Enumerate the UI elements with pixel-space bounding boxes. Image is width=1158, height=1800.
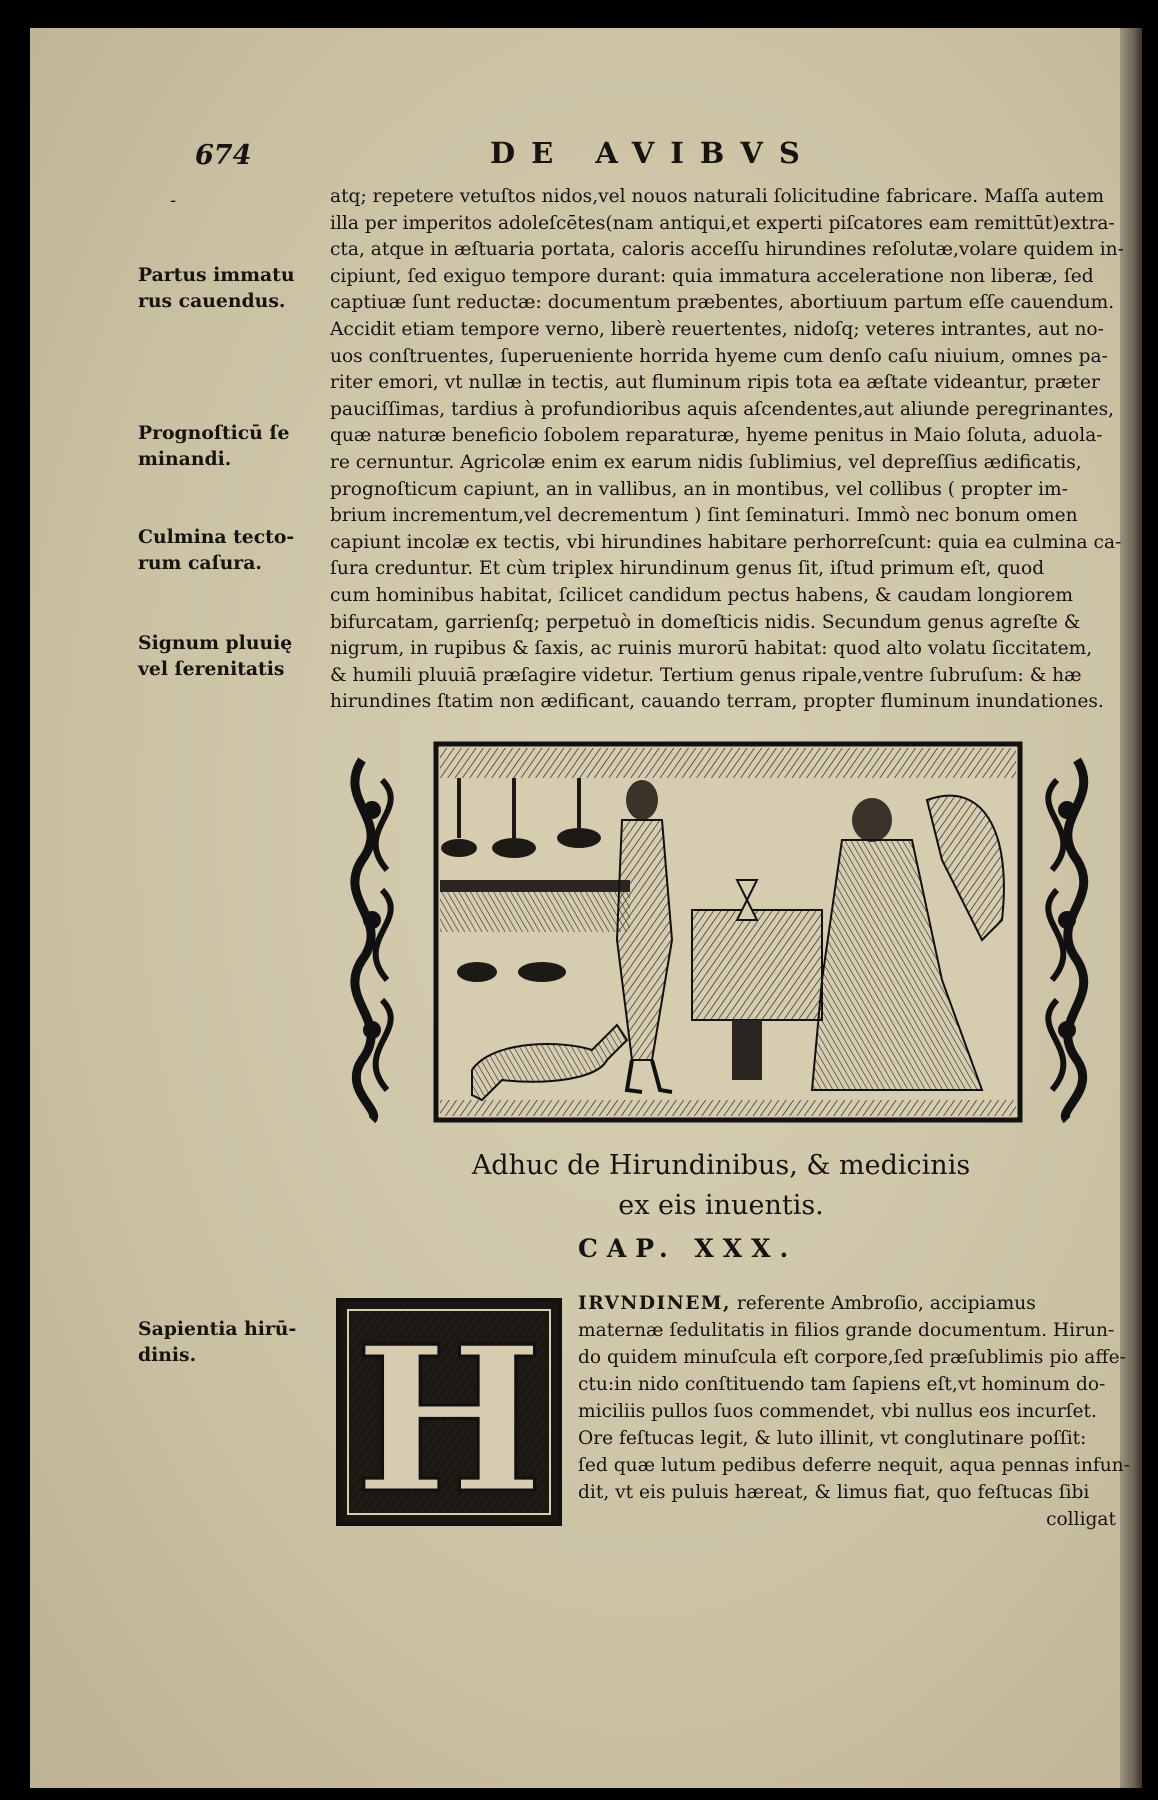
text-line: cta, atque in æſtuaria portata, caloris acceſſu hirundines reſolutæ,volare quidem in- (330, 239, 1124, 261)
margin-note-line: Sapientia hirū- (138, 1318, 297, 1340)
text-line: riter emori, vt nullæ in tectis, aut fluminum ripis tota ea æſtate videantur, præter (330, 372, 1100, 394)
woodcut-illustration (342, 740, 1112, 1128)
text-line: capiunt incolæ ex tectis, vbi hirundines habitare perhorreſcunt: quia ea culmina ca- (330, 531, 1122, 553)
text-fragment: referente Ambroſio, accipiamus (730, 1293, 1036, 1314)
body-text (330, 184, 1140, 716)
margin-note-sapientia (138, 1316, 296, 1368)
text-line: captiuæ ſunt reductæ: documentum præbentes, abortiuum partum eſſe cauendum. (330, 292, 1115, 314)
margin-note-line: Prognoſticū ſe (138, 422, 290, 444)
text-line: & humili pluuiā præſagire videtur. Tertium genus ripale,ventre ſubruſum: & hæ (330, 664, 1082, 686)
running-head: DE AVIBVS (490, 136, 816, 170)
text-line: miciliis pullos ſuos commendet, vbi nullus eos incurſet. (578, 1401, 1097, 1422)
chapter-number: CAP. XXX. (578, 1234, 798, 1263)
text-line: maternæ ſedulitatis in filios grande documentum. Hirun- (578, 1320, 1115, 1341)
margin-note-prognosticum (138, 420, 289, 472)
text-line: hirundines ſtatim non ædificant, cauando terram, propter fluminum inundationes. (330, 691, 1104, 713)
text-line: atq; repetere vetuſtos nidos,vel nouos naturali ſolicitudine fabricare. Maſſa autem (330, 186, 1105, 207)
text-line: re cernuntur. Agricolæ enim ex earum nidis ſublimius, vel depreſſius ædificatis, (330, 451, 1082, 473)
text-line: nigrum, in rupibus & ſaxis, ac ruinis murorū habitat: quod alto volatu ſiccitatem, (330, 638, 1093, 660)
margin-note-line: Partus immatu (138, 264, 295, 286)
left-scroll-ornament (355, 760, 391, 1120)
text-line: do quidem minuſcula eſt corpore,ſed præſublimis pio affe- (578, 1347, 1126, 1368)
margin-note-line: Culmina tecto- (138, 526, 295, 548)
margin-note-line: minandi. (138, 448, 232, 470)
chapter-heading (330, 1146, 1112, 1226)
text-line: cipiunt, ſed exiguo tempore durant: quia immatura acceleratione non liberæ, ſed (330, 265, 1094, 287)
text-line: ſed quæ lutum pedibus deferre nequit, aqua pennas infun- (578, 1455, 1130, 1476)
margin-note-line: dinis. (138, 1344, 197, 1366)
text-line: ctu:in nido conſtituendo tam ſapiens eſt,vt hominum do- (578, 1374, 1106, 1395)
margin-note-partus (138, 262, 295, 314)
margin-note-line: rum caſura. (138, 552, 262, 574)
text-line: cum hominibus habitat, ſcilicet candidum pectus habens, & caudam longiorem (330, 584, 1074, 606)
book-page (30, 28, 1142, 1788)
side-mark: - (170, 190, 177, 211)
text-line: Accidit etiam tempore verno, liberè reuertentes, nidoſq; veteres intrantes, aut no- (330, 318, 1104, 340)
chapter-title-line: ex eis inuentis. (618, 1190, 824, 1221)
right-scroll-ornament (1048, 760, 1083, 1120)
catchword: colligat (1046, 1509, 1116, 1530)
opening-word: IRVNDINEM, (578, 1293, 731, 1314)
text-line: uos conſtruentes, ſuperueniente horrida hyeme cum denſo caſu niuium, omnes pa- (330, 345, 1108, 367)
text-line: illa per imperitos adoleſcētes(nam antiqui,et experti piſcatores eam remittūt)extra- (330, 212, 1115, 234)
text-line: pauciſſimas, tardius à profundioribus aquis aſcendentes,aut aliunde peregrinantes, (330, 398, 1115, 420)
margin-note-line: rus cauendus. (138, 290, 286, 312)
text-line: Ore feſtucas legit, & luto illinit, vt conglutinare poſſit: (578, 1428, 1087, 1449)
ceiling-beam (440, 748, 1016, 778)
chapter-text (578, 1290, 1138, 1533)
initial-letter: H (354, 1303, 544, 1526)
shelf (440, 880, 630, 892)
shelf-shadow (440, 892, 630, 932)
text-line (578, 1290, 1138, 1317)
text-line: brium incrementum,vel decrementum ) ſint ſeminaturi. Immò nec bonum omen (330, 505, 1078, 527)
text-line: quæ naturæ beneficio ſobolem reparaturæ, hyeme penitus in Maio ſoluta, aduola- (330, 425, 1103, 447)
margin-note-signum (138, 630, 292, 682)
chapter-title-line: Adhuc de Hirundinibus, & medicinis (471, 1150, 971, 1181)
margin-note-line: vel ſerenitatis (138, 658, 285, 680)
margin-note-culmina (138, 524, 294, 576)
text-line: prognoſticum capiunt, an in vallibus, an in montibus, vel collibus ( propter im- (330, 478, 1068, 500)
floor (440, 1100, 1016, 1116)
text-line: dit, vt eis puluis hæreat, & limus fiat, quo feſtucas ſibi (578, 1482, 1090, 1503)
decorated-initial (336, 1298, 562, 1526)
margin-note-line: Signum pluuię (138, 632, 293, 654)
text-line: bifurcatam, garrienſq; perpetuò in domeſticis nidis. Secundum genus agreſte & (330, 611, 1081, 633)
text-line: ſura creduntur. Et cùm triplex hirundinum genus ſit, iſtud primum eſt, quod (330, 558, 1045, 580)
page-number: 674 (195, 140, 252, 171)
